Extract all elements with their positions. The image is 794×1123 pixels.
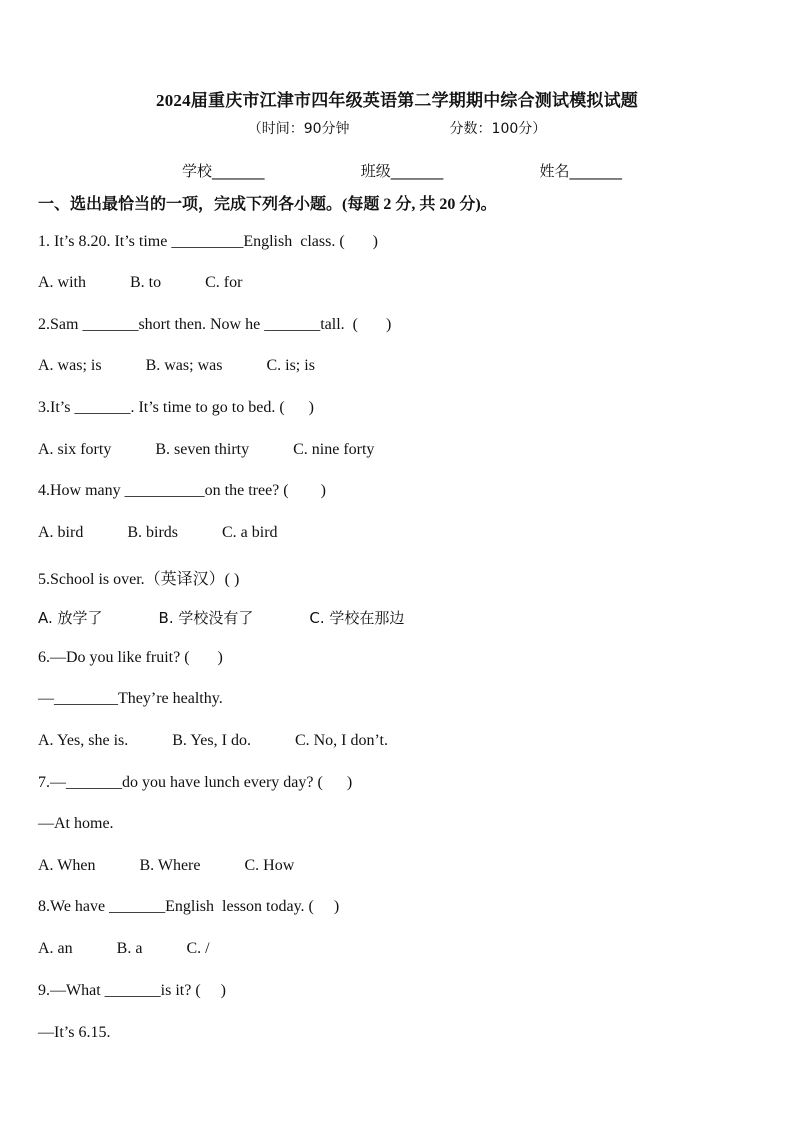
question-options bbox=[38, 524, 322, 542]
option-a[interactable]: A. When bbox=[38, 857, 96, 874]
option-b[interactable]: B. was; was bbox=[145, 357, 223, 374]
option-b[interactable]: B. 学校没有了 bbox=[158, 609, 254, 627]
student-info-row bbox=[182, 160, 622, 181]
question-options bbox=[38, 274, 286, 292]
option-c[interactable]: C. How bbox=[244, 857, 295, 874]
option-a[interactable]: A. with bbox=[38, 274, 86, 291]
question-reply: —At home. bbox=[38, 815, 114, 832]
question-options bbox=[38, 357, 359, 375]
question-reply: —________They’re healthy. bbox=[38, 690, 223, 707]
option-a[interactable]: A. an bbox=[38, 940, 73, 957]
option-b[interactable]: B. a bbox=[116, 940, 143, 957]
class-field[interactable]: 班级_______ bbox=[360, 162, 444, 180]
exam-meta bbox=[0, 118, 794, 138]
question-options bbox=[38, 732, 432, 750]
question-options bbox=[38, 857, 338, 875]
question-stem: 1. It’s 8.20. It’s time _________English class. ( ) bbox=[38, 233, 378, 250]
exam-time: （时间：90分钟 bbox=[247, 121, 350, 137]
question-stem: 5.School is over.（英译汉）( ) bbox=[38, 571, 240, 588]
option-a[interactable]: A. bird bbox=[38, 524, 84, 541]
option-c[interactable]: C. nine forty bbox=[293, 441, 375, 458]
option-c[interactable]: C. No, I don’t. bbox=[294, 732, 388, 749]
option-a[interactable]: A. Yes, she is. bbox=[38, 732, 129, 749]
question-options bbox=[38, 607, 460, 628]
school-field[interactable]: 学校_______ bbox=[182, 162, 265, 180]
exam-score: 分数：100分） bbox=[449, 121, 547, 137]
option-c[interactable]: C. a bird bbox=[222, 524, 278, 541]
option-c[interactable]: C. for bbox=[205, 274, 243, 291]
option-b[interactable]: B. Yes, I do. bbox=[172, 732, 251, 749]
question-stem: 9.—What _______is it? ( ) bbox=[38, 982, 226, 999]
option-b[interactable]: B. seven thirty bbox=[155, 441, 250, 458]
question-stem: 2.Sam _______short then. Now he _______tall. ( ) bbox=[38, 316, 392, 333]
option-a[interactable]: A. six forty bbox=[38, 441, 112, 458]
question-reply: —It’s 6.15. bbox=[38, 1024, 111, 1041]
option-a[interactable]: A. 放学了 bbox=[38, 609, 103, 627]
name-field[interactable]: 姓名_______ bbox=[539, 162, 622, 180]
option-a[interactable]: A. was; is bbox=[38, 357, 102, 374]
question-stem: 3.It’s _______. It’s time to go to bed. ( ) bbox=[38, 399, 314, 416]
question-stem: 8.We have _______English lesson today. ( ) bbox=[38, 898, 340, 915]
option-c[interactable]: C. / bbox=[186, 940, 210, 957]
question-stem: 7.—_______do you have lunch every day? ( ) bbox=[38, 774, 353, 791]
page-title: 2024届重庆市江津市四年级英语第二学期期中综合测试模拟试题 bbox=[156, 91, 638, 110]
question-options bbox=[38, 940, 254, 958]
option-b[interactable]: B. to bbox=[130, 274, 162, 291]
option-c[interactable]: C. is; is bbox=[266, 357, 315, 374]
option-b[interactable]: B. Where bbox=[139, 857, 201, 874]
question-options bbox=[38, 441, 418, 459]
question-stem: 6.—Do you like fruit? ( ) bbox=[38, 649, 223, 666]
option-c[interactable]: C. 学校在那边 bbox=[309, 609, 405, 627]
question-stem: 4.How many __________on the tree? ( ) bbox=[38, 482, 326, 499]
option-b[interactable]: B. birds bbox=[127, 524, 178, 541]
section-heading: 一、选出最恰当的一项，完成下列各小题。(每题 2 分, 共 20 分)。 bbox=[38, 196, 497, 213]
